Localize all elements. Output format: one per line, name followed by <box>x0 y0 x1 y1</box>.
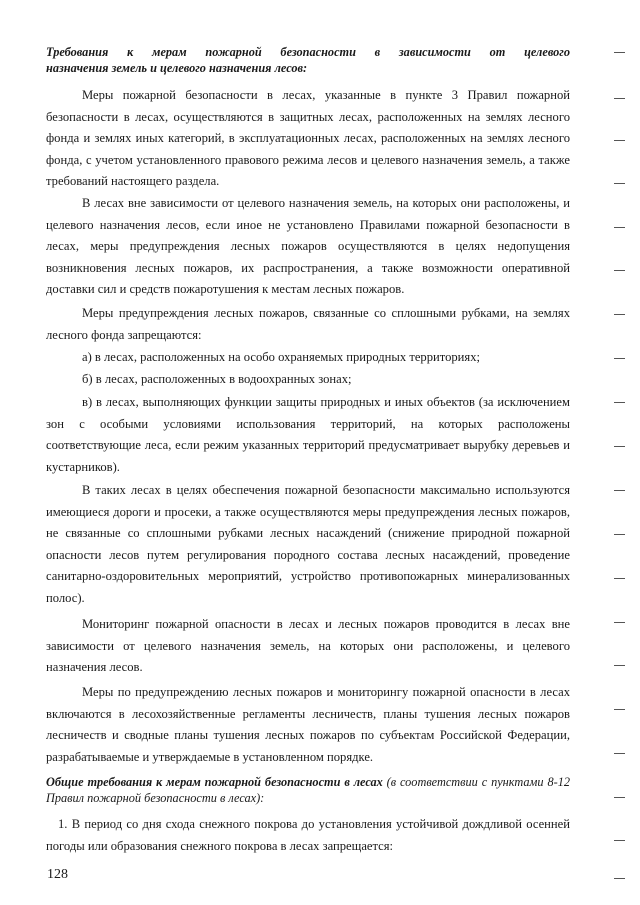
subsection-heading <box>46 774 570 806</box>
subsection-heading-title: Общие требования к мерам пожарной безопасности в лесах <box>46 775 383 789</box>
paragraph-4: В таких лесах в целях обеспечения пожарной безопасности максимально используются имеющиеся дороги и просеки, а также осуществляются меры предупреждения лесных пожаров, не связанные со сплошными рубками лесных насаждений (снижение природной пожарной опасности лесов путем регулирования породного состава лесных насаждений, проведение санитарно-оздоровительных мероприятий, устройство противопожарных минерализованных полос). <box>46 483 570 605</box>
margin-mark <box>614 52 625 53</box>
margin-mark <box>614 358 625 359</box>
list-item-b: б) в лесах, расположенных в водоохранных зонах; <box>82 372 352 386</box>
paragraph-2: В лесах вне зависимости от целевого назначения земель, на которых они расположены, и целевого назначения лесов, если иное не установлено Правилами пожарной безопасности в лесах, меры предупреждения лесных пожаров осуществляются в целях недопущения возникновения лесных пожаров, их распространения, а также возможности оперативной доставки сил и средств пожаротушения к местам лесных пожаров. <box>46 196 570 296</box>
margin-mark <box>614 270 625 271</box>
page-number: 128 <box>47 867 68 882</box>
margin-mark <box>614 446 625 447</box>
margin-mark <box>614 402 625 403</box>
paragraph-5: Мониторинг пожарной опасности в лесах и лесных пожаров проводится в лесах вне зависимости от целевого назначения земель, на которых они расположены, и целевого назначения лесов. <box>46 617 570 674</box>
margin-mark <box>614 578 625 579</box>
section-heading <box>46 44 570 76</box>
margin-mark <box>614 840 625 841</box>
margin-mark <box>614 490 625 491</box>
section-heading-line-1: Требования к мерам пожарной безопасности в зависимости от целевого <box>46 45 570 59</box>
margin-mark <box>614 665 625 666</box>
margin-mark <box>614 227 625 228</box>
margin-mark <box>614 140 625 141</box>
margin-mark <box>614 183 625 184</box>
margin-mark <box>614 797 625 798</box>
margin-mark <box>614 622 625 623</box>
paragraph-3: Меры предупреждения лесных пожаров, связанные со сплошными рубками, на землях лесного фонда запрещаются: <box>46 306 570 342</box>
paragraph-6: Меры по предупреждению лесных пожаров и мониторингу пожарной опасности в лесах включаются в лесохозяйственные регламенты лесничеств, планы тушения лесных пожаров лесничеств и сводные планы тушения лесных пожаров по субъектам Российской Федерации, разрабатываемые и утверждаемые в установленном порядке. <box>46 685 570 764</box>
subsection-heading-note: (в соответствии с пунктами 8-12 Правил пожарной безопасности в лесах): <box>46 775 570 805</box>
list-item-a: а) в лесах, расположенных на особо охраняемых природных территориях; <box>82 350 481 364</box>
numbered-item-1: 1. В период со дня схода снежного покрова до установления устойчивой дождливой осенней погоды или образования снежного покрова в лесах запрещается: <box>46 817 570 853</box>
margin-mark <box>614 878 625 879</box>
list-item-c: в) в лесах, выполняющих функции защиты природных и иных объектов (за исключением зон с особыми условиями использования территорий, на которых расположены соответствующие леса, если режим указанных территорий предусматривает вырубку деревьев и кустарников). <box>46 395 570 474</box>
margin-mark <box>614 314 625 315</box>
margin-mark <box>614 98 625 99</box>
paragraph-1: Меры пожарной безопасности в лесах, указанные в пункте 3 Правил пожарной безопасности в лесах, осуществляются в защитных лесах, расположенных на землях лесного фонда и землях иных категорий, в эксплуатационных лесах, расположенных на землях лесного фонда, с учетом установленного правового режима лесов и целевого назначения земель, а также требований настоящего раздела. <box>46 88 570 188</box>
section-heading-line-2: назначения земель и целевого назначения лесов: <box>46 61 308 75</box>
margin-mark <box>614 534 625 535</box>
margin-mark <box>614 709 625 710</box>
margin-mark <box>614 753 625 754</box>
